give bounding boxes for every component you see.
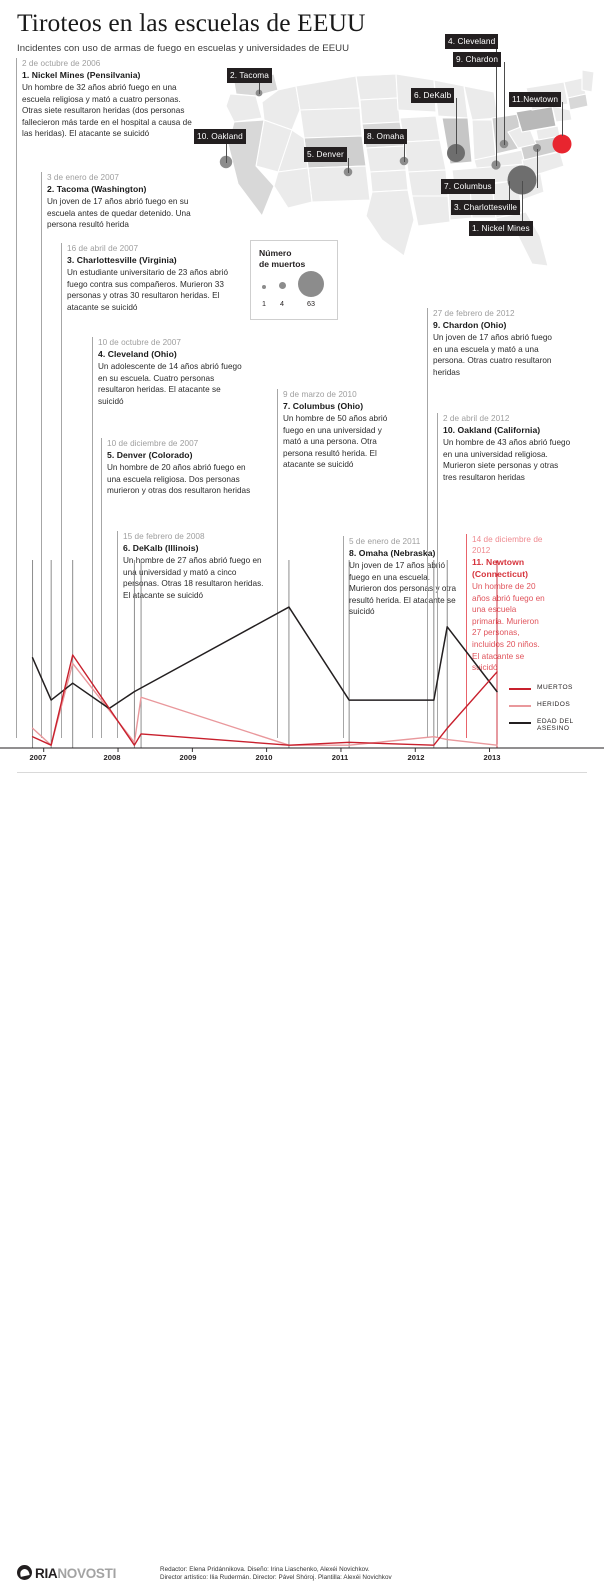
ria-novosti-logo-icon: [17, 1565, 32, 1580]
story-date: 10 de octubre de 2007: [98, 338, 181, 347]
story-date: 27 de febrero de 2012: [433, 309, 515, 318]
legend-circle-medium: [279, 282, 286, 289]
legend-swatch-muertos: [509, 688, 531, 690]
map-callout-omaha[interactable]: 8. Omaha: [364, 129, 407, 144]
map-callout-columbus[interactable]: 7. Columbus: [441, 179, 495, 194]
story-date: 2 de octubre de 2006: [22, 59, 101, 68]
story-date: 15 de febrero de 2008: [123, 532, 205, 541]
map-callout-nickelmines[interactable]: 1. Nickel Mines: [469, 221, 533, 236]
story-body: Un hombre de 20 años abrió fuego en una escuela primaria. Murieron 27 personas, incluidos 20 niños. El atacante se suicidó: [472, 582, 545, 673]
story-date: 2 de abril de 2012: [443, 414, 510, 423]
story-date: 10 de diciembre de 2007: [107, 439, 199, 448]
credits-line-1: Redactor: Elena Pridánnikova. Diseño: Irina Liaschenko, Alexéi Novichkov.: [160, 1566, 370, 1573]
story-body: Un adolescente de 14 años abrió fuego en su escuela. Cuatro personas resultaron heridas. El atacante se suicidó: [98, 362, 242, 406]
legend-title: [259, 248, 305, 270]
story-place: 3. Charlottesville (Virginia): [67, 255, 177, 265]
page-title: Tiroteos en las escuelas de EEUU: [17, 8, 366, 37]
story-body: Un joven de 17 años abrió fuego en una escuela. Murieron dos personas y otra resultó herida. El atacante se suicidó: [349, 561, 457, 617]
page-header: [17, 8, 587, 55]
logo-text-novosti: NOVOSTI: [57, 1566, 117, 1581]
map-callout-denver[interactable]: 5. Denver: [304, 147, 347, 162]
footer-divider: [17, 772, 587, 773]
legend-title-line1: Número: [259, 248, 292, 258]
legend-label-edad: EDAD DEL ASESINO: [537, 718, 574, 732]
story-body: Un hombre de 43 años abrió fuego en una universidad religiosa. Murieron siete personas y otras tres resultaron heridas: [443, 438, 571, 482]
legend-swatch-edad: [509, 722, 531, 724]
story-body: Un joven de 17 años abrió fuego en una escuela y mató a una persona. Otras cuatro resultaron heridas: [433, 333, 552, 377]
legend-label-heridos: HERIDOS: [537, 701, 571, 708]
legend-swatch-heridos: [509, 705, 531, 707]
credits-line-2: Director artístico: Ilia Rudermán. Director: Pável Shóroj. Plantilla: Alexéi Novichkov: [160, 1574, 392, 1582]
x-tick-2008: 2008: [103, 753, 121, 762]
story-body: Un hombre de 27 años abrió fuego en una universidad y mató a cinco personas. Otras 18 resultaron heridas. El atacante se suicidó: [123, 556, 264, 600]
x-tick-2009: 2009: [179, 753, 197, 762]
leader-line-denver: [348, 158, 349, 173]
legend-circle-small: [262, 285, 266, 289]
x-tick-2011: 2011: [331, 753, 349, 762]
story-place: 1. Nickel Mines (Pensilvania): [22, 70, 141, 80]
map-callout-dekalb[interactable]: 6. DeKalb: [411, 88, 454, 103]
story-place: 8. Omaha (Nebraska): [349, 548, 436, 558]
timeline-chart: [0, 560, 604, 775]
story-date: 9 de marzo de 2010: [283, 390, 357, 399]
x-tick-2010: 2010: [255, 753, 273, 762]
story-place: 5. Denver (Colorado): [107, 450, 193, 460]
legend-label-muertos: MUERTOS: [537, 684, 573, 691]
story-body: Un hombre de 32 años abrió fuego en una escuela religiosa y mató a cuatro personas. Otras siete resultaron heridas (dos personas fallecieron más tarde en el hospital a causa de las heridas). El atacante se suicidó: [22, 83, 192, 139]
ria-novosti-wordmark: [35, 1566, 116, 1581]
map-callout-cleveland[interactable]: 4. Cleveland: [445, 34, 498, 49]
leader-line-dekalb: [456, 98, 457, 154]
story-place: 2. Tacoma (Washington): [47, 184, 147, 194]
page-footer: [0, 780, 604, 1582]
story-place: 9. Chardon (Ohio): [433, 320, 507, 330]
map-callout-newtown[interactable]: 11.Newtown: [509, 92, 561, 107]
story-place: 7. Columbus (Ohio): [283, 401, 364, 411]
leader-line-chardon: [504, 62, 505, 145]
story-place: 4. Cleveland (Ohio): [98, 349, 177, 359]
legend-value-63: 63: [307, 299, 315, 308]
legend-value-4: 4: [280, 299, 284, 308]
x-tick-2012: 2012: [407, 753, 425, 762]
x-tick-2007: 2007: [29, 753, 47, 762]
legend-circle-large: [298, 271, 324, 297]
story-body: Un estudiante universitario de 23 años abrió fuego contra sus compañeros. Murieron 33 personas y otras 30 resultaron heridas. El atacante se suicidó: [67, 268, 229, 312]
map-callout-charlottesville[interactable]: 3. Charlottesville: [451, 200, 520, 215]
story-body: Un hombre de 20 años abrió fuego en una escuela religiosa. Dos personas murieron y otras dos resultaron heridas: [107, 463, 251, 496]
story-date: 16 de abril de 2007: [67, 244, 139, 253]
page-subtitle: Incidentes con uso de armas de fuego en escuelas y universidades de EEUU: [17, 43, 350, 54]
story-date: 14 de diciembre de 2012: [472, 535, 543, 555]
map-callout-chardon[interactable]: 9. Chardon: [453, 52, 501, 67]
leader-line-columbus: [537, 149, 538, 188]
story-date: 3 de enero de 2007: [47, 173, 119, 182]
x-tick-2013: 2013: [483, 753, 501, 762]
legend-title-line2: de muertos: [259, 259, 306, 269]
logo-text-ria: RIA: [35, 1566, 58, 1581]
story-place: 11. Newtown (Connecticut): [472, 557, 529, 579]
map-dot-newtown: [553, 135, 572, 154]
story-date: 5 de enero de 2011: [349, 537, 421, 546]
leader-line-newtown: [562, 102, 563, 136]
timeline-chart-svg: [0, 560, 604, 775]
credits: [160, 1566, 590, 1582]
map-legend: [250, 240, 338, 320]
map-callout-oakland[interactable]: 10. Oakland: [194, 129, 246, 144]
story-body: Un hombre de 50 años abrió fuego en una universidad y mató a una persona. Otra persona resultó herida. El atacante se suicidó: [283, 414, 388, 470]
map-callout-tacoma[interactable]: 2. Tacoma: [227, 68, 272, 83]
story-place: 10. Oakland (California): [443, 425, 541, 435]
story-place: 6. DeKalb (Illinois): [123, 543, 199, 553]
story-body: Un joven de 17 años abrió fuego en su escuela antes de quedar detenido. Una persona resultó herida: [47, 197, 191, 230]
legend-value-1: 1: [262, 299, 266, 308]
